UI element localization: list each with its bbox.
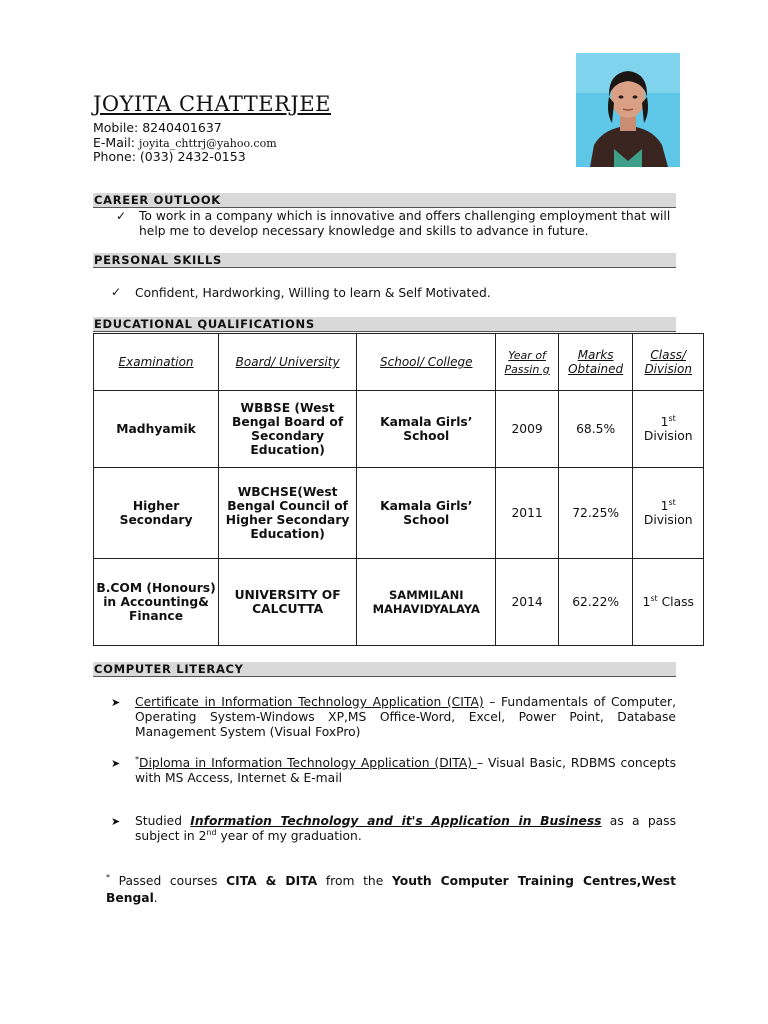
education-heading: EDUCATIONAL QUALIFICATIONS [93, 317, 676, 332]
col-board: Board/ University [219, 334, 357, 391]
dita-text: – Visual Basic, RDBMS concepts with MS Access, Internet & E-mail [135, 756, 676, 785]
class-suffix: st [668, 413, 676, 423]
email-label: E-Mail: [93, 135, 136, 150]
col-school: School/ College [357, 334, 496, 391]
table-header-row [94, 334, 704, 391]
cell-board: WBBSE (West Bengal Board of Secondary Education) [219, 391, 357, 468]
cell-year: 2014 [496, 559, 558, 646]
cita-link: Certificate in Information Technology Application (CITA) [135, 695, 484, 709]
studied-mid: as a pass subject in 2 [135, 814, 676, 843]
footnote-centre: Youth Computer Training Centres,West Bengal [106, 874, 677, 905]
class-text: Division [643, 429, 693, 443]
candidate-name: JOYITA CHATTERJEE [93, 92, 332, 116]
career-line-1: To work in a company which is innovative and offers challenging employment that will [139, 209, 671, 223]
class-number: 1 [660, 499, 669, 513]
studied-post: year of my graduation. [216, 829, 362, 843]
mobile-line [93, 120, 222, 135]
career-heading: CAREER OUTLOOK [93, 193, 676, 208]
col-marks: Marks Obtained [558, 334, 633, 391]
studied-subject: Information Technology and it's Application in Business [190, 814, 602, 828]
computer-heading: COMPUTER LITERACY [93, 662, 676, 677]
cell-year: 2009 [496, 391, 558, 468]
skills-heading: PERSONAL SKILLS [93, 253, 676, 268]
education-table [93, 333, 704, 646]
cell-board: WBCHSE(West Bengal Council of Higher Secondary Education) [219, 468, 357, 559]
career-line-2: help me to develop necessary knowledge and skills to advance in future. [139, 224, 589, 238]
cell-class [633, 559, 704, 646]
cita-text: – Fundamentals of Computer, Operating System-Windows XP,MS Office-Word, Excel, Power Point, Database Management System (Visual FoxPro) [135, 695, 676, 739]
table-row [94, 468, 704, 559]
class-text: Division [643, 513, 693, 527]
footnote-post: . [153, 891, 158, 905]
check-icon: ✓ [111, 285, 122, 299]
arrow-bullet-icon: ➤ [111, 815, 121, 828]
cell-class [633, 468, 704, 559]
footnote-courses: CITA & DITA [226, 874, 318, 888]
footnote-star: * [106, 872, 110, 882]
table-row [94, 391, 704, 468]
computer-item-studied [135, 814, 676, 844]
table-row [94, 559, 704, 646]
check-icon: ✓ [116, 209, 127, 223]
profile-photo [576, 53, 680, 167]
mobile-label: Mobile: [93, 120, 139, 135]
class-suffix: st [668, 497, 676, 507]
computer-item-cita [135, 695, 676, 740]
cell-exam: Higher Secondary [94, 468, 219, 559]
email-value: joyita_chttrj@yahoo.com [139, 137, 277, 150]
footnote-pre: Passed courses [110, 874, 227, 888]
phone-label: Phone: [93, 149, 136, 164]
col-year [496, 334, 558, 391]
skills-text: Confident, Hardworking, Willing to learn & Self Motivated. [135, 286, 491, 300]
phone-line [93, 149, 246, 164]
class-suffix: st [650, 593, 658, 603]
cell-marks: 68.5% [558, 391, 633, 468]
dita-link: Diploma in Information Technology Application (DITA) [139, 756, 477, 770]
class-text: Class [661, 595, 694, 609]
class-number: 1 [660, 415, 669, 429]
footnote [106, 873, 676, 907]
cell-exam: Madhyamik [94, 391, 219, 468]
footnote-mid: from the [317, 874, 392, 888]
cell-school: Kamala Girls’ School [357, 391, 496, 468]
arrow-bullet-icon: ➤ [111, 696, 121, 709]
dita-star: * [135, 754, 139, 764]
cell-marks: 62.22% [558, 559, 633, 646]
email-line [93, 135, 277, 150]
cell-year: 2011 [496, 468, 558, 559]
cell-exam: B.COM (Honours) in Accounting& Finance [94, 559, 219, 646]
studied-sup: nd [206, 827, 217, 837]
col-class: Class/ Division [633, 334, 704, 391]
class-number: 1 [642, 595, 651, 609]
cell-marks: 72.25% [558, 468, 633, 559]
cell-board: UNIVERSITY OF CALCUTTA [219, 559, 357, 646]
studied-pre: Studied [135, 814, 191, 828]
col-examination: Examination [94, 334, 219, 391]
phone-value: (033) 2432-0153 [139, 149, 246, 164]
mobile-value: 8240401637 [142, 120, 222, 135]
cell-school: Kamala Girls’ School [357, 468, 496, 559]
cell-school: SAMMILANI MAHAVIDYALAYA [357, 559, 496, 646]
col-year-label: Year of Passin g [504, 349, 550, 376]
computer-item-dita [135, 756, 676, 786]
cell-class [633, 391, 704, 468]
arrow-bullet-icon: ➤ [111, 757, 121, 770]
